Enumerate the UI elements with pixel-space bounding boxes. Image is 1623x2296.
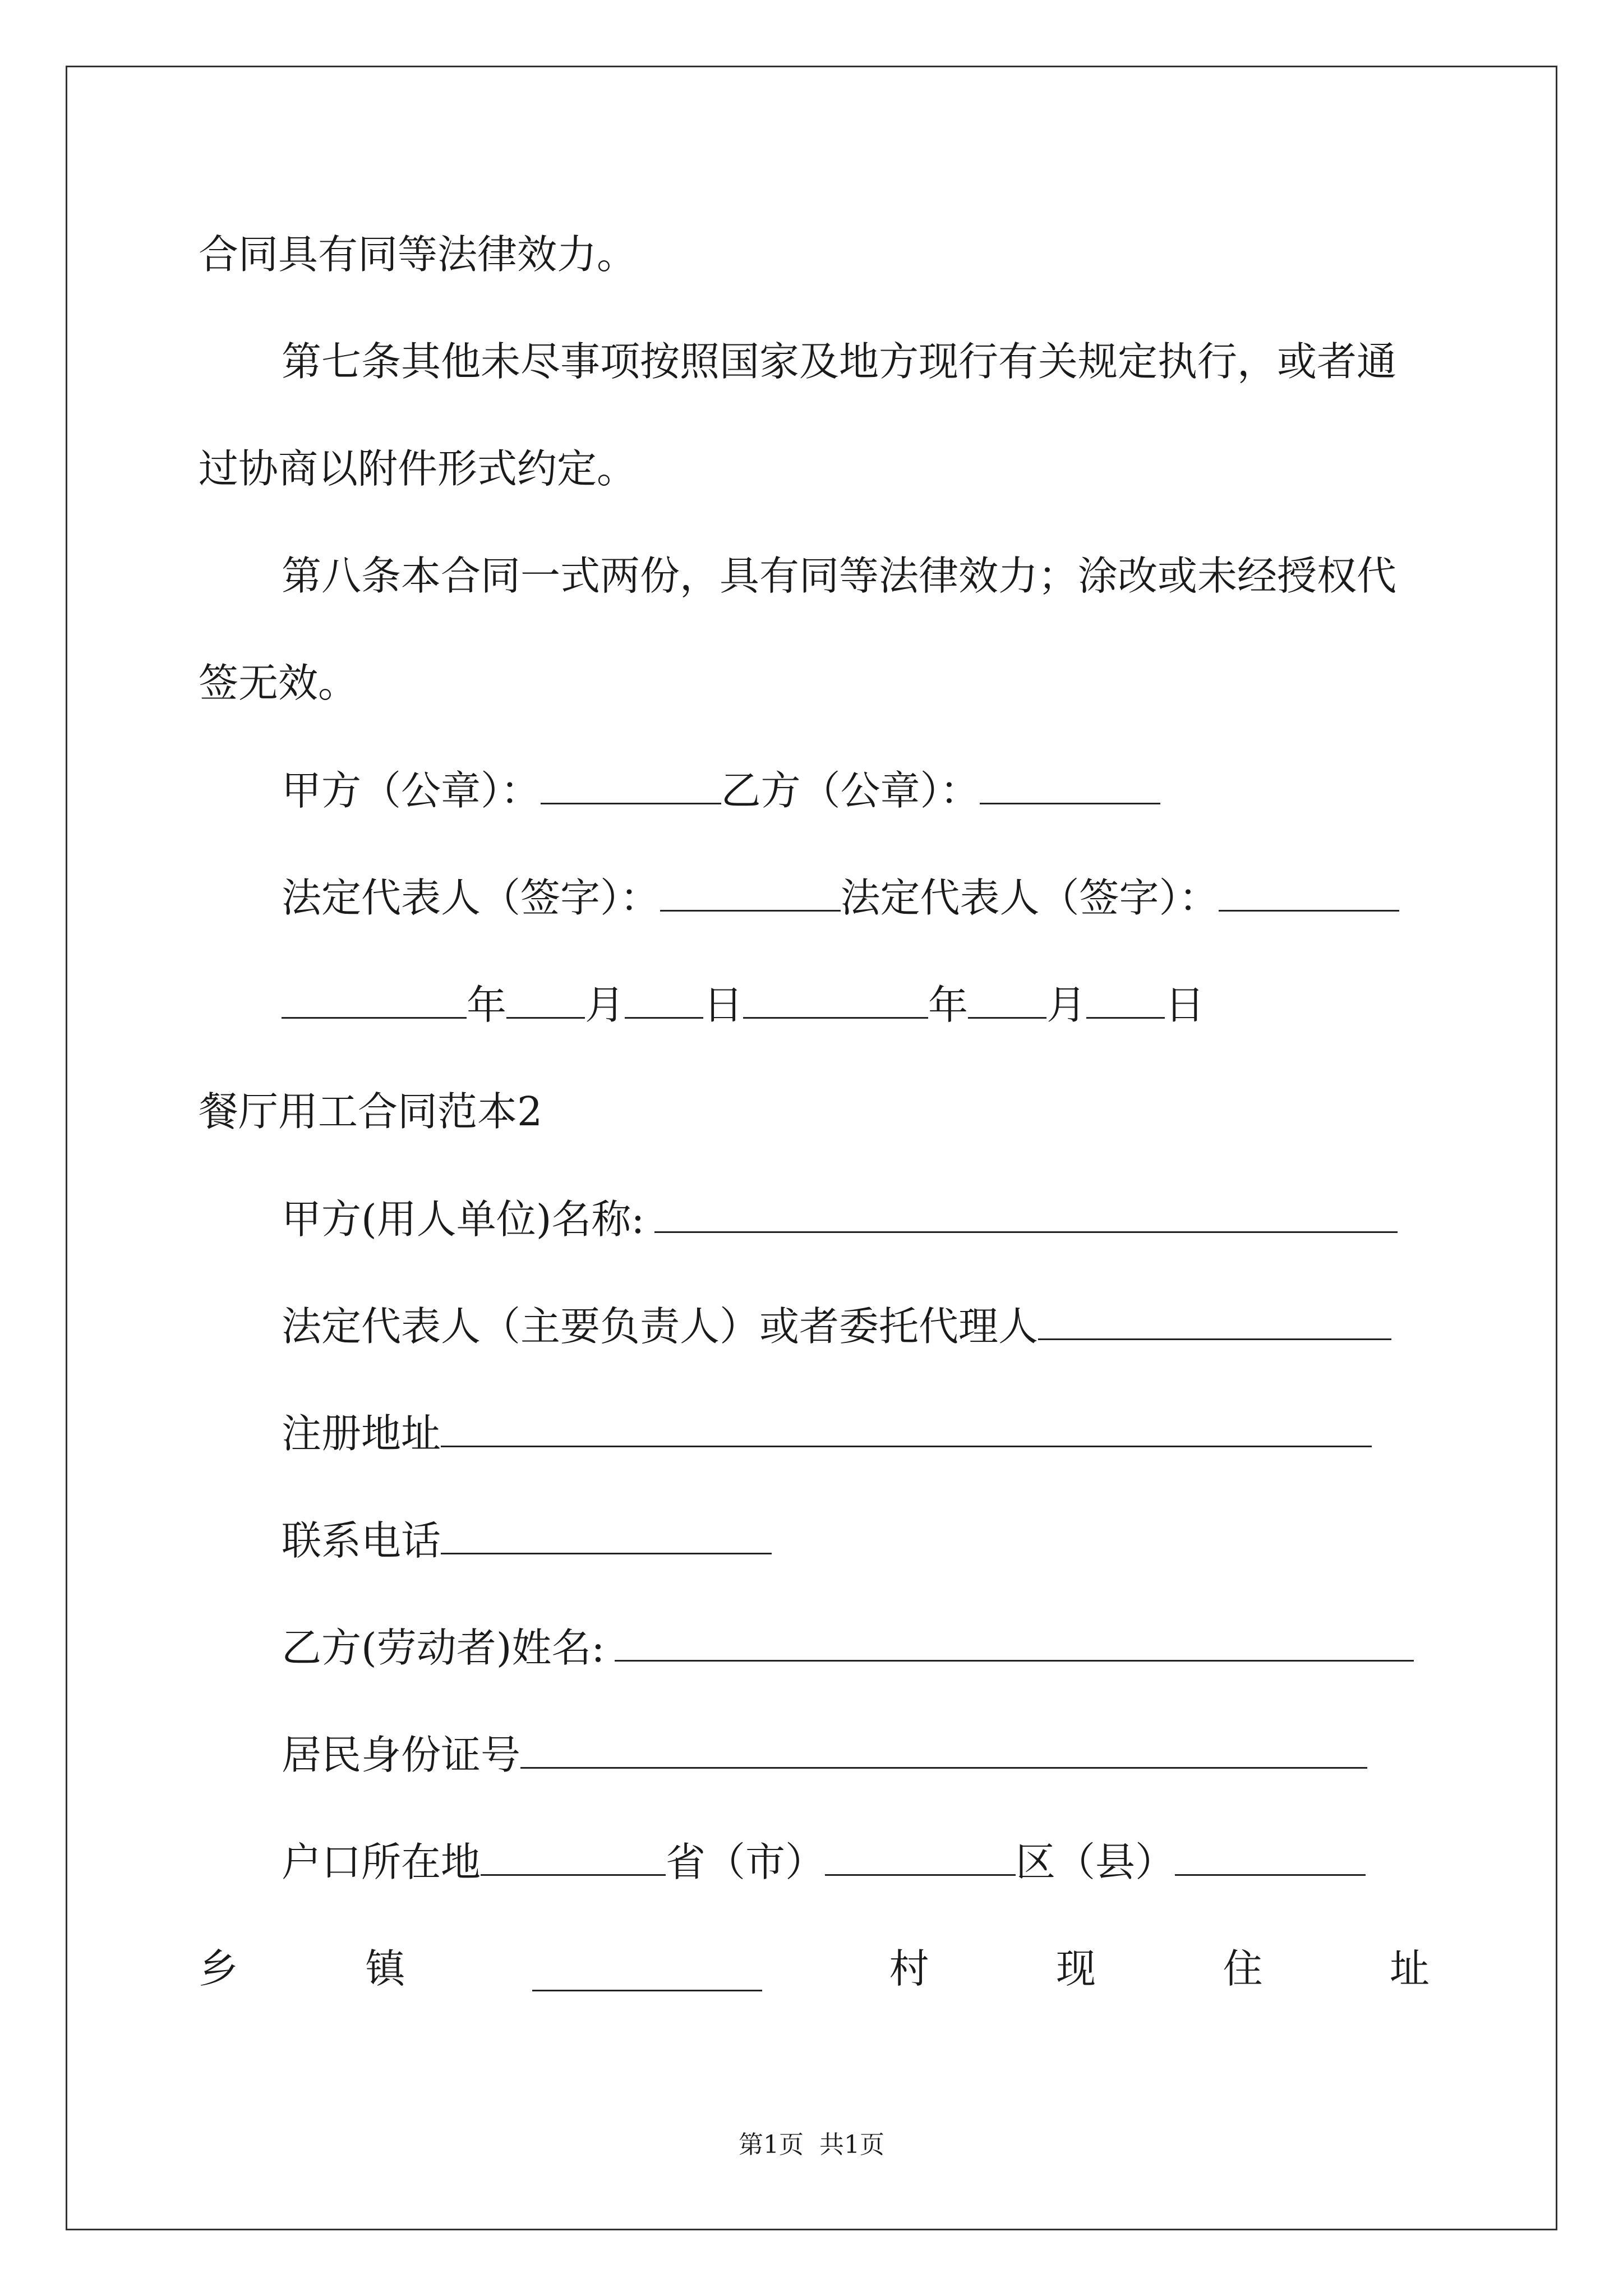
date-row — [282, 982, 1205, 1028]
town-label: 镇 — [365, 1945, 405, 1992]
legal-rep-row — [282, 875, 1399, 921]
phone-label: 联系电话 — [282, 1517, 441, 1564]
legal-rep-blank — [1038, 1304, 1391, 1340]
text-line: 合同具有同等法律效力。 — [199, 231, 637, 278]
employer-name-label: 甲方(用人单位)名称: — [282, 1196, 645, 1243]
district-label: 区（县） — [1016, 1839, 1175, 1885]
day-label: 日 — [1165, 982, 1205, 1028]
reg-address-row — [282, 1411, 1372, 1456]
hukou-label: 户口所在地 — [282, 1839, 481, 1885]
phone-blank — [441, 1518, 772, 1554]
legal-rep-b-blank — [1219, 875, 1399, 912]
id-number-blank — [520, 1732, 1367, 1769]
current-address-label: 住 — [1223, 1945, 1263, 1992]
employee-name-label: 乙方(劳动者)姓名: — [282, 1625, 605, 1671]
page-total: 共1页 — [819, 2131, 884, 2159]
reg-address-blank — [441, 1411, 1372, 1447]
village-label: 村 — [889, 1945, 929, 1992]
province-blank — [825, 1839, 1016, 1876]
day-label: 日 — [703, 982, 744, 1028]
legal-rep-b-label: 法定代表人（签字）： — [840, 875, 1219, 921]
year-label: 年 — [928, 982, 969, 1028]
district-blank — [1175, 1839, 1366, 1876]
month-label: 月 — [1046, 982, 1087, 1028]
province-label: 省（市） — [666, 1839, 826, 1885]
id-number-label: 居民身份证号 — [282, 1732, 521, 1778]
party-a-seal-blank — [541, 768, 721, 804]
article-7-line: 第七条其他未尽事项按照国家及地方现行有关规定执行，或者通 — [282, 338, 1397, 385]
year-blank — [282, 982, 467, 1019]
text-line: 签无效。 — [199, 660, 358, 706]
hukou-blank — [481, 1839, 666, 1876]
month-blank — [506, 982, 585, 1019]
section-title: 餐厅用工合同范本2 — [199, 1088, 543, 1135]
reg-address-label: 注册地址 — [282, 1410, 441, 1457]
employee-name-blank — [615, 1625, 1414, 1662]
village-blank — [532, 1955, 762, 1991]
employer-name-row — [282, 1197, 1398, 1242]
month-blank — [968, 982, 1046, 1019]
party-b-seal-label: 乙方（公章）： — [721, 767, 980, 814]
page-footer — [0, 2131, 1623, 2160]
seal-row — [282, 768, 1160, 813]
employer-name-blank — [654, 1197, 1398, 1233]
page-border — [66, 66, 1557, 2230]
month-label: 月 — [585, 982, 625, 1028]
legal-rep-field-row — [282, 1304, 1391, 1349]
party-b-seal-blank — [980, 768, 1160, 804]
town-village-row — [199, 1947, 1430, 1991]
day-blank — [625, 982, 703, 1019]
article-8-line: 第八条本合同一式两份，具有同等法律效力；涂改或未经授权代 — [282, 553, 1397, 599]
phone-row — [282, 1518, 772, 1563]
text-line: 过协商以附件形式约定。 — [199, 445, 637, 492]
town-label: 乡 — [199, 1945, 239, 1992]
legal-rep-label: 法定代表人（主要负责人）或者委托代理人 — [282, 1303, 1039, 1350]
year-label: 年 — [467, 982, 507, 1028]
current-address-label: 址 — [1389, 1945, 1430, 1992]
legal-rep-a-blank — [660, 875, 841, 912]
hukou-row — [282, 1839, 1366, 1885]
party-a-seal-label: 甲方（公章）： — [282, 767, 541, 814]
id-number-row — [282, 1732, 1367, 1778]
page-number: 第1页 — [739, 2131, 804, 2159]
employee-name-row — [282, 1625, 1414, 1671]
year-blank — [743, 982, 928, 1019]
legal-rep-a-label: 法定代表人（签字）： — [282, 875, 660, 921]
current-address-label: 现 — [1055, 1945, 1096, 1992]
day-blank — [1086, 982, 1165, 1019]
